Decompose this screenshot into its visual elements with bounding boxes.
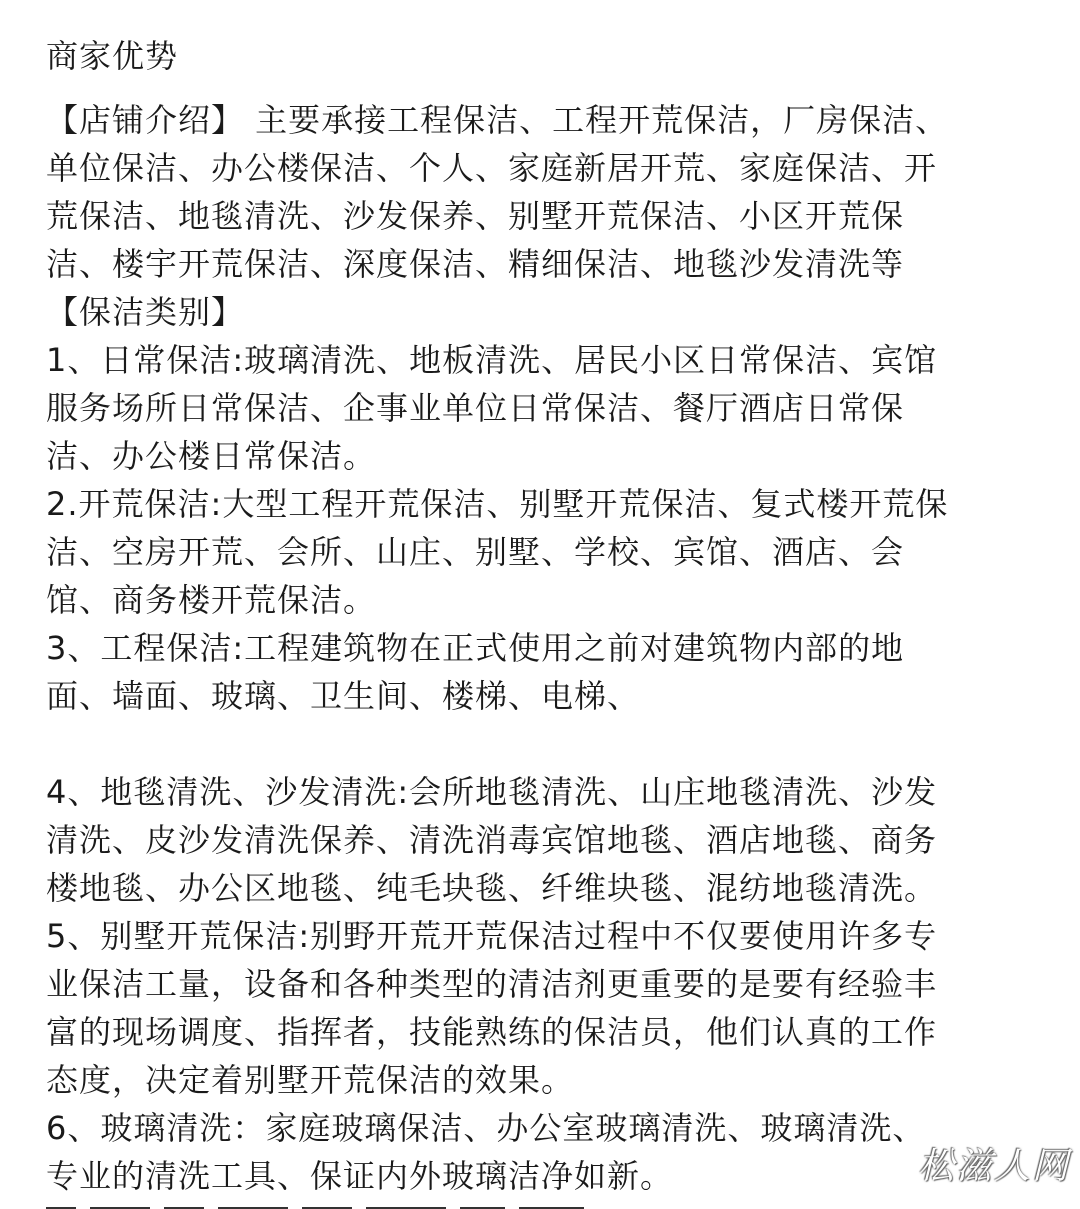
page-title: 商家优势 <box>46 37 179 75</box>
blank-gap <box>46 720 1036 768</box>
text-line: 【店铺介绍】 主要承接工程保洁、工程开荒保洁，厂房保洁、 <box>46 101 949 139</box>
document-body <box>46 96 1036 1200</box>
text-line: 态度，决定着别墅开荒保洁的效果。 <box>46 1061 575 1099</box>
text-line: 洁、空房开荒、会所、山庄、别墅、学校、宾馆、酒店、会 <box>46 533 905 571</box>
text-line: 4、地毯清洗、沙发清洗:会所地毯清洗、山庄地毯清洗、沙发 <box>46 773 938 811</box>
text-line: 6、玻璃清洗：家庭玻璃保洁、办公室玻璃清洗、玻璃清洗、 <box>46 1109 926 1147</box>
text-line: 富的现场调度、指挥者，技能熟练的保洁员，他们认真的工作 <box>46 1013 938 1051</box>
text-line: 1、日常保洁:玻璃清洗、地板清洗、居民小区日常保洁、宾馆 <box>46 341 938 379</box>
text-line: 馆、商务楼开荒保洁。 <box>46 581 377 619</box>
watermark-text: 松滋人网 <box>917 1146 1070 1187</box>
text-line: 楼地毯、办公区地毯、纯毛块毯、纤维块毯、混纺地毯清洗。 <box>46 869 938 907</box>
text-line: 清洗、皮沙发清洗保养、清洗消毒宾馆地毯、酒店地毯、商务 <box>46 821 938 859</box>
text-line: 洁、办公楼日常保洁。 <box>46 437 377 475</box>
text-line: 3、工程保洁:工程建筑物在正式使用之前对建筑物内部的地 <box>46 629 905 667</box>
cutoff-text-line <box>46 1196 666 1209</box>
text-line: 荒保洁、地毯清洗、沙发保养、别墅开荒保洁、小区开荒保 <box>46 197 905 235</box>
text-line: 洁、楼宇开荒保洁、深度保洁、精细保洁、地毯沙发清洗等 <box>46 245 905 283</box>
text-line: 业保洁工量，设备和各种类型的清洁剂更重要的是要有经验丰 <box>46 965 938 1003</box>
text-line: 单位保洁、办公楼保洁、个人、家庭新居开荒、家庭保洁、开 <box>46 149 938 187</box>
text-line: 服务场所日常保洁、企事业单位日常保洁、餐厅酒店日常保 <box>46 389 905 427</box>
text-line: 5、别墅开荒保洁:别野开荒开荒保洁过程中不仅要使用许多专 <box>46 917 938 955</box>
section-heading: 【保洁类别】 <box>46 293 245 331</box>
text-line: 面、墙面、玻璃、卫生间、楼梯、电梯、 <box>46 677 641 715</box>
text-line: 2.开荒保洁:大型工程开荒保洁、别墅开荒保洁、复式楼开荒保 <box>46 485 949 523</box>
text-line: 专业的清洗工具、保证内外玻璃洁净如新。 <box>46 1157 674 1195</box>
